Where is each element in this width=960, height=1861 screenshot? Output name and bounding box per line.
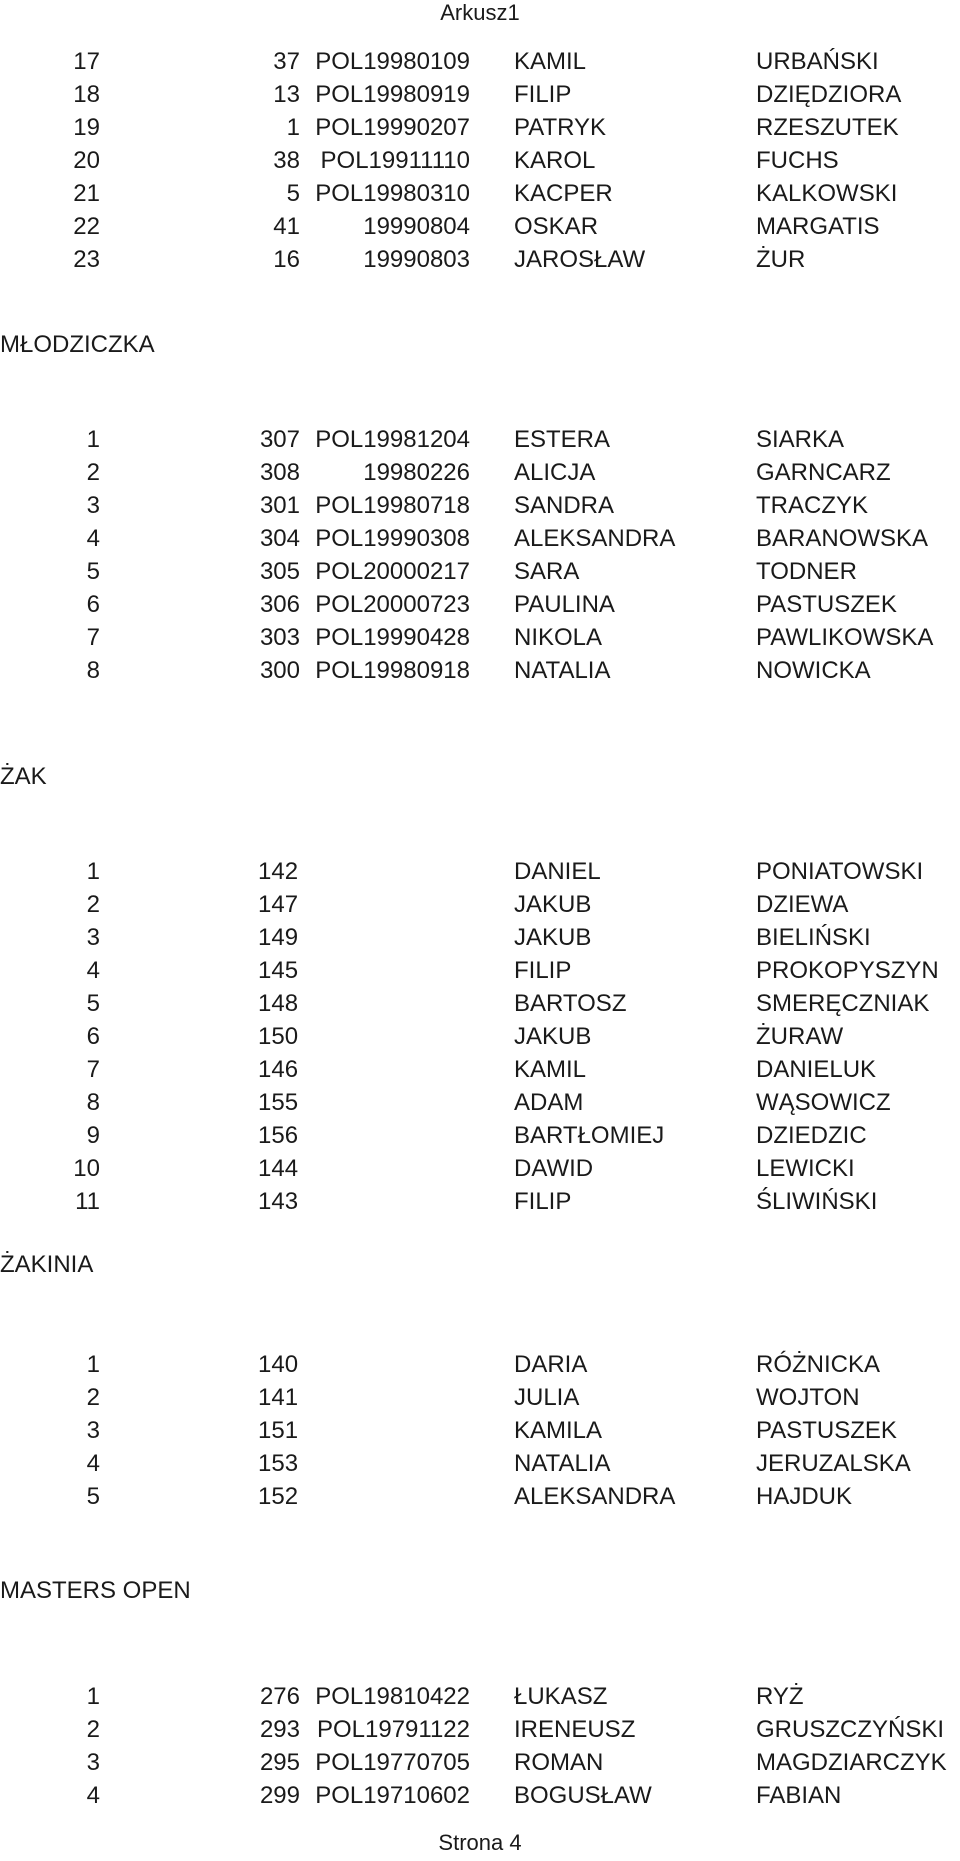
row-number: 6 <box>86 591 100 618</box>
bib-number: 148 <box>258 990 299 1017</box>
first-name: JAROSŁAW <box>514 246 646 273</box>
table-row <box>0 1381 960 1414</box>
last-name: PASTUSZEK <box>756 591 897 618</box>
first-name: JULIA <box>514 1384 580 1411</box>
license-number: POL19980310 <box>315 180 470 207</box>
table-row <box>0 243 960 276</box>
row-number: 7 <box>86 1056 100 1083</box>
first-name: KAMIL <box>514 1056 587 1083</box>
table-row <box>0 1447 960 1480</box>
bib-number: 141 <box>258 1384 299 1411</box>
last-name: NOWICKA <box>756 657 871 684</box>
last-name: WOJTON <box>756 1384 860 1411</box>
row-number: 20 <box>73 147 100 174</box>
row-number: 4 <box>86 1782 100 1809</box>
last-name: GRUSZCZYŃSKI <box>756 1716 945 1743</box>
last-name: KALKOWSKI <box>756 180 898 207</box>
first-name: BARTOSZ <box>514 990 627 1017</box>
license-number: POL19980109 <box>315 48 470 75</box>
table-row <box>0 1713 960 1746</box>
row-number: 2 <box>86 459 100 486</box>
first-name: PATRYK <box>514 114 607 141</box>
row-number: 8 <box>86 657 100 684</box>
table-row <box>0 588 960 621</box>
row-number: 6 <box>86 1023 100 1050</box>
last-name: LEWICKI <box>756 1155 855 1182</box>
last-name: BIELIŃSKI <box>756 924 871 951</box>
row-number: 4 <box>86 525 100 552</box>
row-number: 3 <box>86 1749 100 1776</box>
bib-number: 142 <box>258 858 299 885</box>
bib-number: 149 <box>258 924 299 951</box>
first-name: ADAM <box>514 1089 584 1116</box>
bib-number: 153 <box>258 1450 299 1477</box>
row-number: 1 <box>86 1683 100 1710</box>
first-name: BARTŁOMIEJ <box>514 1122 665 1149</box>
last-name: ŻURAW <box>756 1023 844 1050</box>
table-row <box>0 78 960 111</box>
table-row <box>0 111 960 144</box>
table-row <box>0 45 960 78</box>
table-row <box>0 1020 960 1053</box>
last-name: SMERĘCZNIAK <box>756 990 930 1017</box>
first-name: KAROL <box>514 147 596 174</box>
row-number: 11 <box>75 1188 100 1215</box>
bib-number: 307 <box>259 426 300 453</box>
last-name: FUCHS <box>756 147 839 174</box>
first-name: IRENEUSZ <box>514 1716 636 1743</box>
first-name: ALICJA <box>514 459 596 486</box>
license-number: POL19980919 <box>315 81 470 108</box>
row-number: 4 <box>86 1450 100 1477</box>
bib-number: 308 <box>259 459 300 486</box>
bib-number: 301 <box>259 492 300 519</box>
bib-number: 38 <box>273 147 300 174</box>
first-name: FILIP <box>514 81 572 108</box>
table-row <box>0 144 960 177</box>
bib-number: 276 <box>259 1683 300 1710</box>
row-number: 10 <box>73 1155 100 1182</box>
row-number: 3 <box>86 924 100 951</box>
table-row <box>0 1053 960 1086</box>
bib-number: 1 <box>286 114 300 141</box>
bib-number: 146 <box>258 1056 299 1083</box>
table-row <box>0 987 960 1020</box>
row-number: 21 <box>73 180 100 207</box>
license-number: 19980226 <box>363 459 470 486</box>
license-number: POL20000723 <box>315 591 470 618</box>
bib-number: 140 <box>258 1351 299 1378</box>
license-number: 19990803 <box>363 246 470 273</box>
license-number: POL19791122 <box>316 1716 470 1743</box>
first-name: ROMAN <box>514 1749 604 1776</box>
page-footer: Strona 4 <box>438 1830 522 1855</box>
row-number: 7 <box>86 624 100 651</box>
last-name: RYŻ <box>756 1683 804 1710</box>
table-row <box>0 1746 960 1779</box>
bib-number: 37 <box>273 48 300 75</box>
table-row <box>0 1185 960 1218</box>
first-name: FILIP <box>514 1188 572 1215</box>
bib-number: 143 <box>258 1188 299 1215</box>
license-number: POL19980918 <box>315 657 470 684</box>
license-number: 19990804 <box>363 213 470 240</box>
table-row <box>0 1086 960 1119</box>
last-name: DZIEWA <box>756 891 849 918</box>
bib-number: 147 <box>258 891 299 918</box>
first-name: NATALIA <box>514 1450 611 1477</box>
table-row <box>0 621 960 654</box>
bib-number: 150 <box>258 1023 299 1050</box>
last-name: DANIELUK <box>756 1056 877 1083</box>
first-name: KAMIL <box>514 48 587 75</box>
bib-number: 156 <box>258 1122 299 1149</box>
table-row <box>0 456 960 489</box>
last-name: RÓŻNICKA <box>756 1351 881 1378</box>
bib-number: 16 <box>273 246 300 273</box>
last-name: DZIĘDZIORA <box>756 81 902 108</box>
last-name: PAWLIKOWSKA <box>756 624 934 651</box>
bib-number: 293 <box>259 1716 300 1743</box>
table-row <box>0 1414 960 1447</box>
bib-number: 41 <box>273 213 300 240</box>
row-number: 5 <box>86 558 100 585</box>
table-row <box>0 522 960 555</box>
table-row <box>0 1480 960 1513</box>
row-number: 9 <box>86 1122 100 1149</box>
table-row <box>0 489 960 522</box>
first-name: SANDRA <box>514 492 615 519</box>
row-number: 18 <box>73 81 100 108</box>
sheet-header: Arkusz1 <box>440 0 520 25</box>
last-name: JERUZALSKA <box>756 1450 911 1477</box>
first-name: FILIP <box>514 957 572 984</box>
section-title: MASTERS OPEN <box>0 1577 191 1604</box>
row-number: 2 <box>86 1384 100 1411</box>
row-number: 2 <box>86 1716 100 1743</box>
license-number: POL20000217 <box>315 558 470 585</box>
table-row <box>0 1348 960 1381</box>
bib-number: 5 <box>286 180 300 207</box>
row-number: 19 <box>73 114 100 141</box>
first-name: JAKUB <box>514 1023 592 1050</box>
row-number: 1 <box>86 858 100 885</box>
first-name: ESTERA <box>514 426 611 453</box>
first-name: BOGUSŁAW <box>514 1782 652 1809</box>
table-row <box>0 855 960 888</box>
first-name: ALEKSANDRA <box>514 525 676 552</box>
row-number: 1 <box>86 1351 100 1378</box>
license-number: POL19980718 <box>315 492 470 519</box>
table-row <box>0 654 960 687</box>
license-number: POL19981204 <box>315 426 470 453</box>
table-row <box>0 423 960 456</box>
bib-number: 304 <box>259 525 300 552</box>
first-name: JAKUB <box>514 891 592 918</box>
table-row <box>0 177 960 210</box>
row-number: 5 <box>86 990 100 1017</box>
row-number: 5 <box>86 1483 100 1510</box>
row-number: 17 <box>73 48 100 75</box>
last-name: MAGDZIARCZYK <box>756 1749 947 1776</box>
first-name: NATALIA <box>514 657 611 684</box>
last-name: GARNCARZ <box>756 459 891 486</box>
bib-number: 152 <box>258 1483 299 1510</box>
last-name: PONIATOWSKI <box>756 858 924 885</box>
row-number: 1 <box>86 426 100 453</box>
bib-number: 295 <box>259 1749 300 1776</box>
first-name: ŁUKASZ <box>514 1683 608 1710</box>
last-name: BARANOWSKA <box>756 525 929 552</box>
last-name: RZESZUTEK <box>756 114 899 141</box>
section-title: MŁODZICZKA <box>0 331 155 358</box>
first-name: DAWID <box>514 1155 594 1182</box>
license-number: POL19710602 <box>315 1782 470 1809</box>
table-row <box>0 954 960 987</box>
license-number: POL19810422 <box>315 1683 470 1710</box>
table-row <box>0 210 960 243</box>
last-name: ŚLIWIŃSKI <box>756 1188 878 1215</box>
bib-number: 300 <box>259 657 300 684</box>
last-name: URBAŃSKI <box>756 48 879 75</box>
row-number: 4 <box>86 957 100 984</box>
table-row <box>0 1680 960 1713</box>
bib-number: 306 <box>259 591 300 618</box>
license-number: POL19911110 <box>320 147 470 174</box>
first-name: DANIEL <box>514 858 601 885</box>
bib-number: 305 <box>259 558 300 585</box>
last-name: TODNER <box>756 558 857 585</box>
last-name: PASTUSZEK <box>756 1417 897 1444</box>
bib-number: 303 <box>259 624 300 651</box>
table-row <box>0 555 960 588</box>
first-name: NIKOLA <box>514 624 603 651</box>
first-name: ALEKSANDRA <box>514 1483 676 1510</box>
bib-number: 155 <box>258 1089 299 1116</box>
last-name: FABIAN <box>756 1782 842 1809</box>
last-name: DZIEDZIC <box>756 1122 867 1149</box>
bib-number: 13 <box>273 81 300 108</box>
first-name: KAMILA <box>514 1417 603 1444</box>
section-title: ŻAK <box>0 763 47 790</box>
first-name: SARA <box>514 558 580 585</box>
bib-number: 151 <box>258 1417 299 1444</box>
license-number: POL19990207 <box>315 114 470 141</box>
last-name: MARGATIS <box>756 213 880 240</box>
row-number: 22 <box>73 213 100 240</box>
table-row <box>0 1779 960 1812</box>
first-name: OSKAR <box>514 213 599 240</box>
last-name: SIARKA <box>756 426 845 453</box>
bib-number: 145 <box>258 957 299 984</box>
table-row <box>0 888 960 921</box>
section-title: ŻAKINIA <box>0 1251 94 1278</box>
row-number: 2 <box>86 891 100 918</box>
last-name: ŻUR <box>756 246 806 273</box>
table-row <box>0 1119 960 1152</box>
bib-number: 144 <box>258 1155 299 1182</box>
row-number: 3 <box>86 492 100 519</box>
license-number: POL19770705 <box>315 1749 470 1776</box>
license-number: POL19990308 <box>315 525 470 552</box>
first-name: KACPER <box>514 180 613 207</box>
last-name: TRACZYK <box>756 492 869 519</box>
last-name: PROKOPYSZYN <box>756 957 939 984</box>
first-name: JAKUB <box>514 924 592 951</box>
first-name: DARIA <box>514 1351 588 1378</box>
table-row <box>0 1152 960 1185</box>
row-number: 3 <box>86 1417 100 1444</box>
last-name: WĄSOWICZ <box>756 1089 891 1116</box>
license-number: POL19990428 <box>315 624 470 651</box>
last-name: HAJDUK <box>756 1483 853 1510</box>
row-number: 23 <box>73 246 100 273</box>
row-number: 8 <box>86 1089 100 1116</box>
bib-number: 299 <box>259 1782 300 1809</box>
table-row <box>0 921 960 954</box>
first-name: PAULINA <box>514 591 615 618</box>
